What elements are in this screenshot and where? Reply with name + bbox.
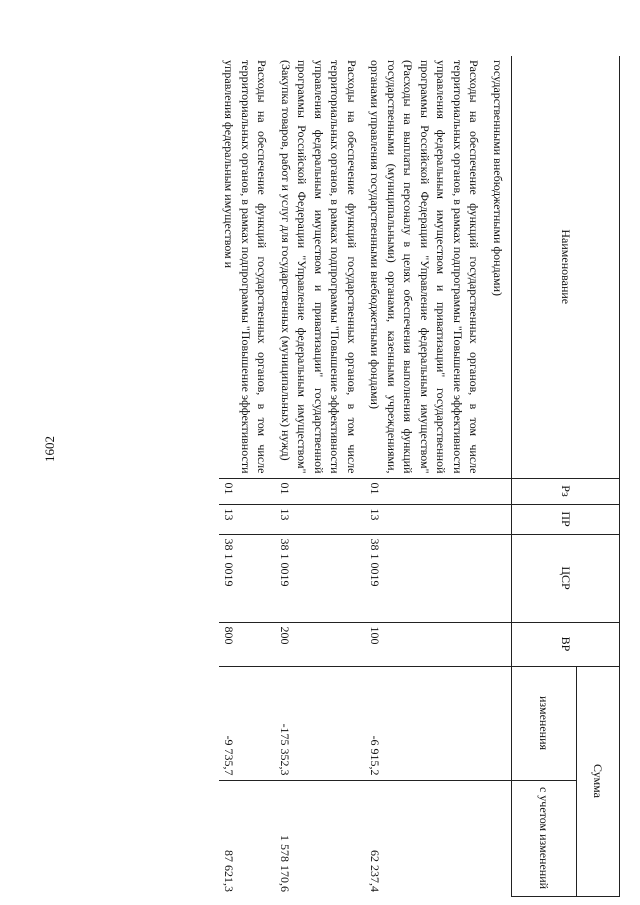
header-vr: ВР bbox=[512, 622, 620, 666]
header-name: Наименование bbox=[512, 56, 620, 478]
header-change: изменения bbox=[512, 666, 577, 780]
row-vr: 100 bbox=[365, 622, 488, 666]
row-pr bbox=[488, 504, 512, 534]
row-change: -6 915,2 bbox=[365, 666, 488, 780]
row-name: Расходы на обеспечение функций государственных органов, в том числе территориальных органов, в рамках подпрограммы "Повышение эффективности управления федеральным имуществом и приватизации" государственной программы Российской Федерации "Управление федеральным имуществом" (Расходы на выплаты персоналу в целях обеспечения выполнения функций государственными (муниципальными) органами, казенными учреждениями, органами управления государственными внебюджетными фондами) bbox=[368, 60, 482, 474]
row-pr: 13 bbox=[276, 504, 366, 534]
page-number: 1602 bbox=[42, 436, 57, 462]
row-name: Расходы на обеспечение функций государственных органов, в том числе территориальных органов, в рамках подпрограммы "Повышение эффективности управления федеральным имуществом и приватизации" государственной программы Российской Федерации "Управление федеральным имуществом" (Закупка товаров, работ и услуг для государственных (муниципальных) нужд) bbox=[279, 60, 359, 474]
row-vr: 200 bbox=[276, 622, 366, 666]
row-rz bbox=[488, 478, 512, 504]
row-csr bbox=[488, 534, 512, 622]
table-row bbox=[219, 56, 276, 896]
row-name: государственными внебюджетными фондами) bbox=[491, 60, 505, 297]
row-change: -175 352,3 bbox=[276, 666, 366, 780]
row-total: 87 621,3 bbox=[219, 780, 276, 896]
table-row bbox=[488, 56, 512, 896]
row-rz: 01 bbox=[276, 478, 366, 504]
header-sum: Сумма bbox=[577, 666, 620, 896]
header-with-changes: с учетом изменений bbox=[512, 780, 577, 896]
row-csr: 38 1 0019 bbox=[219, 534, 276, 622]
budget-table bbox=[219, 56, 620, 897]
row-change bbox=[488, 666, 512, 780]
header-pr: ПР bbox=[512, 504, 620, 534]
row-change: -9 735,7 bbox=[219, 666, 276, 780]
row-vr: 800 bbox=[219, 622, 276, 666]
budget-table-sheet bbox=[150, 56, 620, 896]
row-name: Расходы на обеспечение функций государственных органов, в том числе территориальных органов, в рамках подпрограммы "Повышение эффективности управления федеральным имуществом и bbox=[222, 60, 270, 474]
header-csr: ЦСР bbox=[512, 534, 620, 622]
row-rz: 01 bbox=[219, 478, 276, 504]
table-row bbox=[365, 56, 488, 896]
table-row bbox=[276, 56, 366, 896]
row-total: 62 237,4 bbox=[365, 780, 488, 896]
row-rz: 01 bbox=[365, 478, 488, 504]
row-total bbox=[488, 780, 512, 896]
row-total: 1 578 170,6 bbox=[276, 780, 366, 896]
row-csr: 38 1 0019 bbox=[365, 534, 488, 622]
row-pr: 13 bbox=[365, 504, 488, 534]
row-vr bbox=[488, 622, 512, 666]
row-csr: 38 1 0019 bbox=[276, 534, 366, 622]
header-rz: Рз bbox=[512, 478, 620, 504]
row-pr: 13 bbox=[219, 504, 276, 534]
